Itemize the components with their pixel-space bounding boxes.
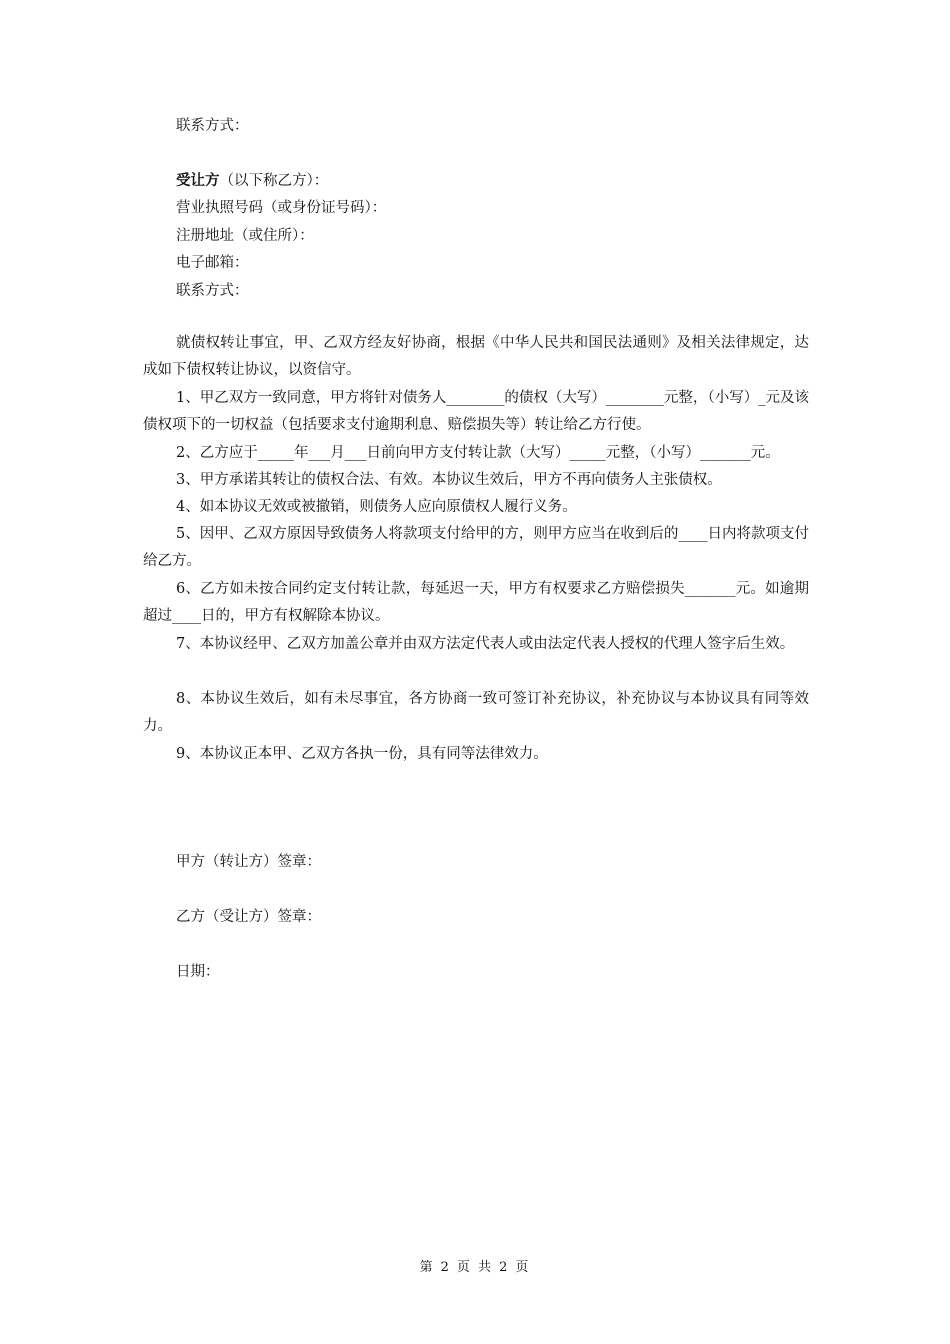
clause-4: 4、如本协议无效或被撤销，则债务人应向原债权人履行义务。	[176, 499, 577, 515]
clause-1: 1、甲乙双方一致同意，甲方将针对债务人________的债权（大写）________元整，（小写）_元及该债权项下的一切权益（包括要求支付逾期利息、赔偿损失等）转让给乙方行使。	[143, 390, 809, 434]
clause-8: 8、本协议生效后，如有未尽事宜，各方协商一致可签订补充协议，补充协议与本协议具有同等效力。	[143, 691, 809, 735]
footer-current-page: 2	[440, 1260, 451, 1275]
footer-total-pages: 2	[499, 1260, 510, 1275]
party-b-email-label: 电子邮箱：	[176, 255, 249, 271]
party-b-address-label: 注册地址（或住所）：	[176, 228, 314, 244]
clause-3: 3、甲方承诺其转让的债权合法、有效。本协议生效后，甲方不再向债务人主张债权。	[176, 472, 722, 488]
footer-suffix: 页	[515, 1260, 531, 1275]
party-a-contact-label: 联系方式：	[176, 118, 249, 134]
party-b-heading	[176, 171, 328, 191]
clause-2: 2、乙方应于_____年___月___日前向甲方支付转让款（大写）_____元整，（小写）_______元。	[176, 445, 780, 461]
party-b-license-label: 营业执照号码（或身份证号码）：	[176, 200, 387, 216]
party-b-title: 受让方	[176, 172, 220, 189]
footer-prefix: 第	[419, 1260, 435, 1275]
clause-6: 6、乙方如未按合同约定支付转让款，每延迟一天，甲方有权要求乙方赔偿损失_______元。如逾期超过____日的，甲方有权解除本协议。	[143, 581, 809, 625]
party-b-contact-label: 联系方式：	[176, 283, 249, 299]
clause-7: 7、本协议经甲、乙双方加盖公章并由双方法定代表人或由法定代表人授权的代理人签字后生效。	[176, 636, 795, 652]
agreement-intro: 就债权转让事宜，甲、乙双方经友好协商，根据《中华人民共和国民法通则》及相关法律规定，达成如下债权转让协议，以资信守。	[143, 335, 809, 379]
party-b-title-suffix: （以下称乙方）：	[219, 173, 329, 189]
party-b-signature-label: 乙方（受让方）签章：	[176, 909, 321, 925]
date-label: 日期：	[176, 964, 220, 980]
clause-5: 5、因甲、乙双方原因导致债务人将款项支付给甲的方，则甲方应当在收到后的____日内将款项支付给乙方。	[143, 526, 809, 570]
footer-mid: 页 共	[456, 1260, 494, 1275]
page-footer	[0, 1259, 950, 1277]
clause-9: 9、本协议正本甲、乙双方各执一份，具有同等法律效力。	[176, 746, 548, 762]
party-a-signature-label: 甲方（转让方）签章：	[176, 854, 321, 870]
